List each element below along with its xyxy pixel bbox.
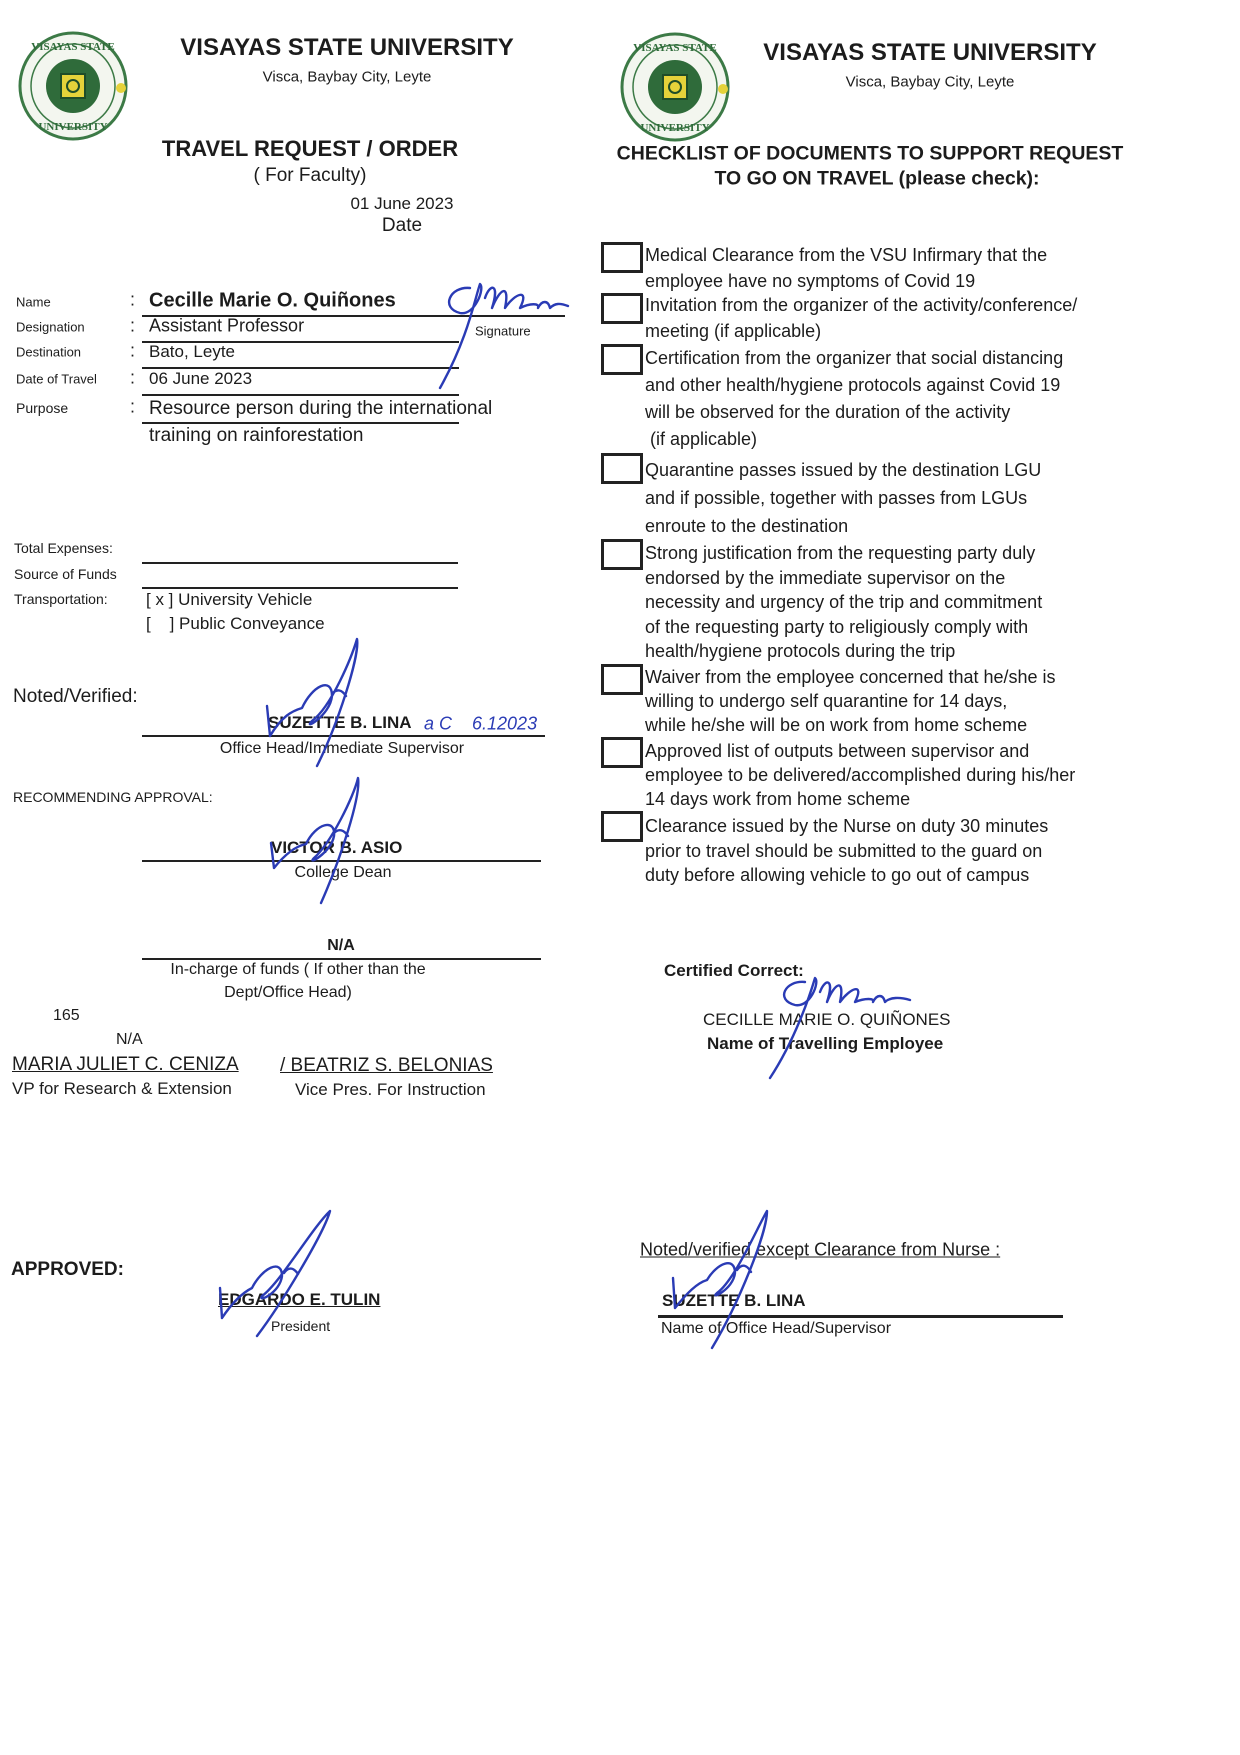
supervisor-name: SUZETTE B. LINA xyxy=(268,713,412,732)
vp-instruction-name: / BEATRIZ S. BELONIAS xyxy=(280,1055,493,1076)
source-of-funds-label: Source of Funds xyxy=(14,566,117,582)
checklist-item-line: Waiver from the employee concerned that he/she is xyxy=(645,667,1056,687)
checklist-checkbox[interactable] xyxy=(601,242,643,273)
dean-name: VICTOR B. ASIO xyxy=(271,838,403,857)
date-of-travel-underline xyxy=(142,394,459,396)
supervisor-handwritten-note: a C 6.12023 xyxy=(424,713,538,734)
signature-label: Signature xyxy=(475,323,531,339)
checklist-item-line: health/hygiene protocols during the trip xyxy=(645,641,956,661)
checklist-item-line: Quarantine passes issued by the destination LGU xyxy=(645,460,1042,480)
checklist-item-line: meeting (if applicable) xyxy=(645,321,822,341)
office-head-title: Name of Office Head/Supervisor xyxy=(661,1320,892,1337)
date-of-travel-label: Date of Travel xyxy=(16,371,97,387)
checklist-item-line: endorsed by the immediate supervisor on the xyxy=(645,567,1006,588)
university-seal-logo xyxy=(619,31,731,143)
checklist-item-line: Clearance issued by the Nurse on duty 30 minutes xyxy=(645,816,1049,836)
purpose-line-1: Resource person during the international xyxy=(149,398,493,419)
checklist-item-line: enroute to the destination xyxy=(645,516,849,536)
noted-verified-label: Noted/Verified: xyxy=(13,686,138,707)
university-seal-logo xyxy=(17,30,129,142)
certified-employee-signature xyxy=(760,970,920,1080)
purpose-line-2: training on rainforestation xyxy=(149,425,364,446)
total-expenses-line xyxy=(142,562,458,564)
vp-research-title: VP for Research & Extension xyxy=(12,1079,232,1098)
noted-except-label: Noted/verified except Clearance from Nurse : xyxy=(640,1239,1001,1260)
na-note: N/A xyxy=(116,1031,143,1048)
checklist-item xyxy=(645,665,1056,737)
university-address: Visca, Baybay City, Leyte xyxy=(845,73,1015,91)
checklist-title-2: TO GO ON TRAVEL (please check): xyxy=(714,167,1040,190)
checklist-checkbox[interactable] xyxy=(601,539,643,570)
office-head-signature xyxy=(667,1208,797,1348)
source-of-funds-line xyxy=(142,587,458,589)
checklist-item xyxy=(645,541,1042,664)
checklist-item-line: Medical Clearance from the VSU Infirmary that the xyxy=(645,245,1048,265)
checklist-item xyxy=(645,345,1063,453)
date-value: 01 June 2023 xyxy=(350,194,454,213)
purpose-label: Purpose xyxy=(16,400,69,416)
checklist-item xyxy=(645,292,1077,344)
checklist-item-line: of the requesting party to religiously comply with xyxy=(645,616,1029,637)
form-title: TRAVEL REQUEST / ORDER xyxy=(161,136,459,161)
total-expenses-label: Total Expenses: xyxy=(14,540,113,556)
checklist-item-line: prior to travel should be submitted to the guard on xyxy=(645,840,1043,861)
colon: : xyxy=(130,367,136,388)
checklist-item-line: 14 days work from home scheme xyxy=(645,789,911,809)
date-label: Date xyxy=(381,215,423,236)
funds-incharge-value: N/A xyxy=(327,937,355,954)
travelling-employee-title: Name of Travelling Employee xyxy=(707,1034,944,1053)
checklist-checkbox[interactable] xyxy=(601,811,643,842)
checklist-item-line: (if applicable) xyxy=(645,429,758,449)
university-address: Visca, Baybay City, Leyte xyxy=(262,68,432,86)
president-name: EDGARDO E. TULIN xyxy=(218,1290,381,1309)
svg-text:VISAYAS STATE: VISAYAS STATE xyxy=(31,41,115,53)
form-subtitle: ( For Faculty) xyxy=(253,165,367,186)
president-signature xyxy=(212,1208,342,1338)
checklist-checkbox[interactable] xyxy=(601,453,643,484)
purpose-underline xyxy=(142,422,459,424)
colon: : xyxy=(130,315,136,336)
checklist-checkbox[interactable] xyxy=(601,344,643,375)
checklist-checkbox[interactable] xyxy=(601,293,643,324)
checklist-title-1: CHECKLIST OF DOCUMENTS TO SUPPORT REQUEST xyxy=(616,142,1124,165)
approved-label: APPROVED: xyxy=(11,1259,124,1280)
designation-label: Designation xyxy=(16,319,85,335)
name-label: Name xyxy=(16,294,51,310)
colon: : xyxy=(130,396,136,417)
transport-option-public-conveyance: [ ] Public Conveyance xyxy=(146,614,325,633)
checklist-checkbox[interactable] xyxy=(601,737,643,768)
university-name: VISAYAS STATE UNIVERSITY xyxy=(763,39,1097,66)
name-value: Cecille Marie O. Quiñones xyxy=(149,289,396,312)
checklist-item xyxy=(645,739,1075,811)
svg-text:UNIVERSITY: UNIVERSITY xyxy=(38,121,108,133)
employee-signature xyxy=(430,278,570,388)
transport-option-university-vehicle: [ x ] University Vehicle xyxy=(146,590,313,609)
checklist-item-line: Invitation from the organizer of the activity/conference/ xyxy=(645,295,1078,315)
checklist-item xyxy=(645,456,1041,540)
recommending-approval-label: RECOMMENDING APPROVAL: xyxy=(13,789,213,805)
dean-signature xyxy=(266,778,386,908)
checklist-item xyxy=(645,814,1048,888)
checklist-item-line: and if possible, together with passes from LGUs xyxy=(645,488,1028,508)
destination-label: Destination xyxy=(16,344,82,360)
checklist-item xyxy=(645,242,1047,294)
designation-value: Assistant Professor xyxy=(149,315,305,336)
supervisor-signature xyxy=(262,636,382,776)
svg-text:UNIVERSITY: UNIVERSITY xyxy=(640,122,710,134)
vp-research-name: MARIA JULIET C. CENIZA xyxy=(12,1054,239,1075)
svg-text:VISAYAS STATE: VISAYAS STATE xyxy=(633,42,717,54)
date-of-travel-value: 06 June 2023 xyxy=(149,369,253,388)
dean-title: College Dean xyxy=(294,864,392,881)
certified-correct-label: Certified Correct: xyxy=(664,961,804,980)
president-title: President xyxy=(271,1318,331,1334)
office-head-name: SUZETTE B. LINA xyxy=(662,1291,806,1310)
checklist-checkbox[interactable] xyxy=(601,664,643,695)
checklist-item-line: employee to be delivered/accomplished during his/her xyxy=(645,765,1076,785)
colon: : xyxy=(130,340,136,361)
checklist-item-line: Strong justification from the requesting party duly xyxy=(645,543,1036,563)
checklist-item-line: will be observed for the duration of the activity xyxy=(645,402,1011,422)
colon: : xyxy=(130,289,136,310)
reference-number: 165 xyxy=(53,1007,80,1024)
vp-instruction-title: Vice Pres. For Instruction xyxy=(295,1080,486,1099)
funds-incharge-title-2: Dept/Office Head) xyxy=(224,984,352,1001)
checklist-item-line: duty before allowing vehicle to go out of campus xyxy=(645,865,1030,885)
university-name: VISAYAS STATE UNIVERSITY xyxy=(180,34,514,61)
checklist-item-line: Certification from the organizer that social distancing xyxy=(645,348,1064,368)
checklist-item-line: and other health/hygiene protocols against Covid 19 xyxy=(645,375,1061,395)
travelling-employee-name: CECILLE MARIE O. QUIÑONES xyxy=(703,1010,951,1029)
checklist-item-line: while he/she will be on work from home scheme xyxy=(645,715,1028,735)
checklist-item-line: employee have no symptoms of Covid 19 xyxy=(645,271,976,291)
transportation-label: Transportation: xyxy=(14,591,108,607)
supervisor-title: Office Head/Immediate Supervisor xyxy=(219,740,465,757)
checklist-item-line: willing to undergo self quarantine for 14 days, xyxy=(645,691,1008,711)
funds-incharge-line xyxy=(142,958,541,960)
funds-incharge-title-1: In-charge of funds ( If other than the xyxy=(170,961,426,978)
checklist-item-line: Approved list of outputs between supervisor and xyxy=(645,741,1030,761)
destination-value: Bato, Leyte xyxy=(149,342,236,361)
checklist-item-line: necessity and urgency of the trip and commitment xyxy=(645,592,1043,612)
